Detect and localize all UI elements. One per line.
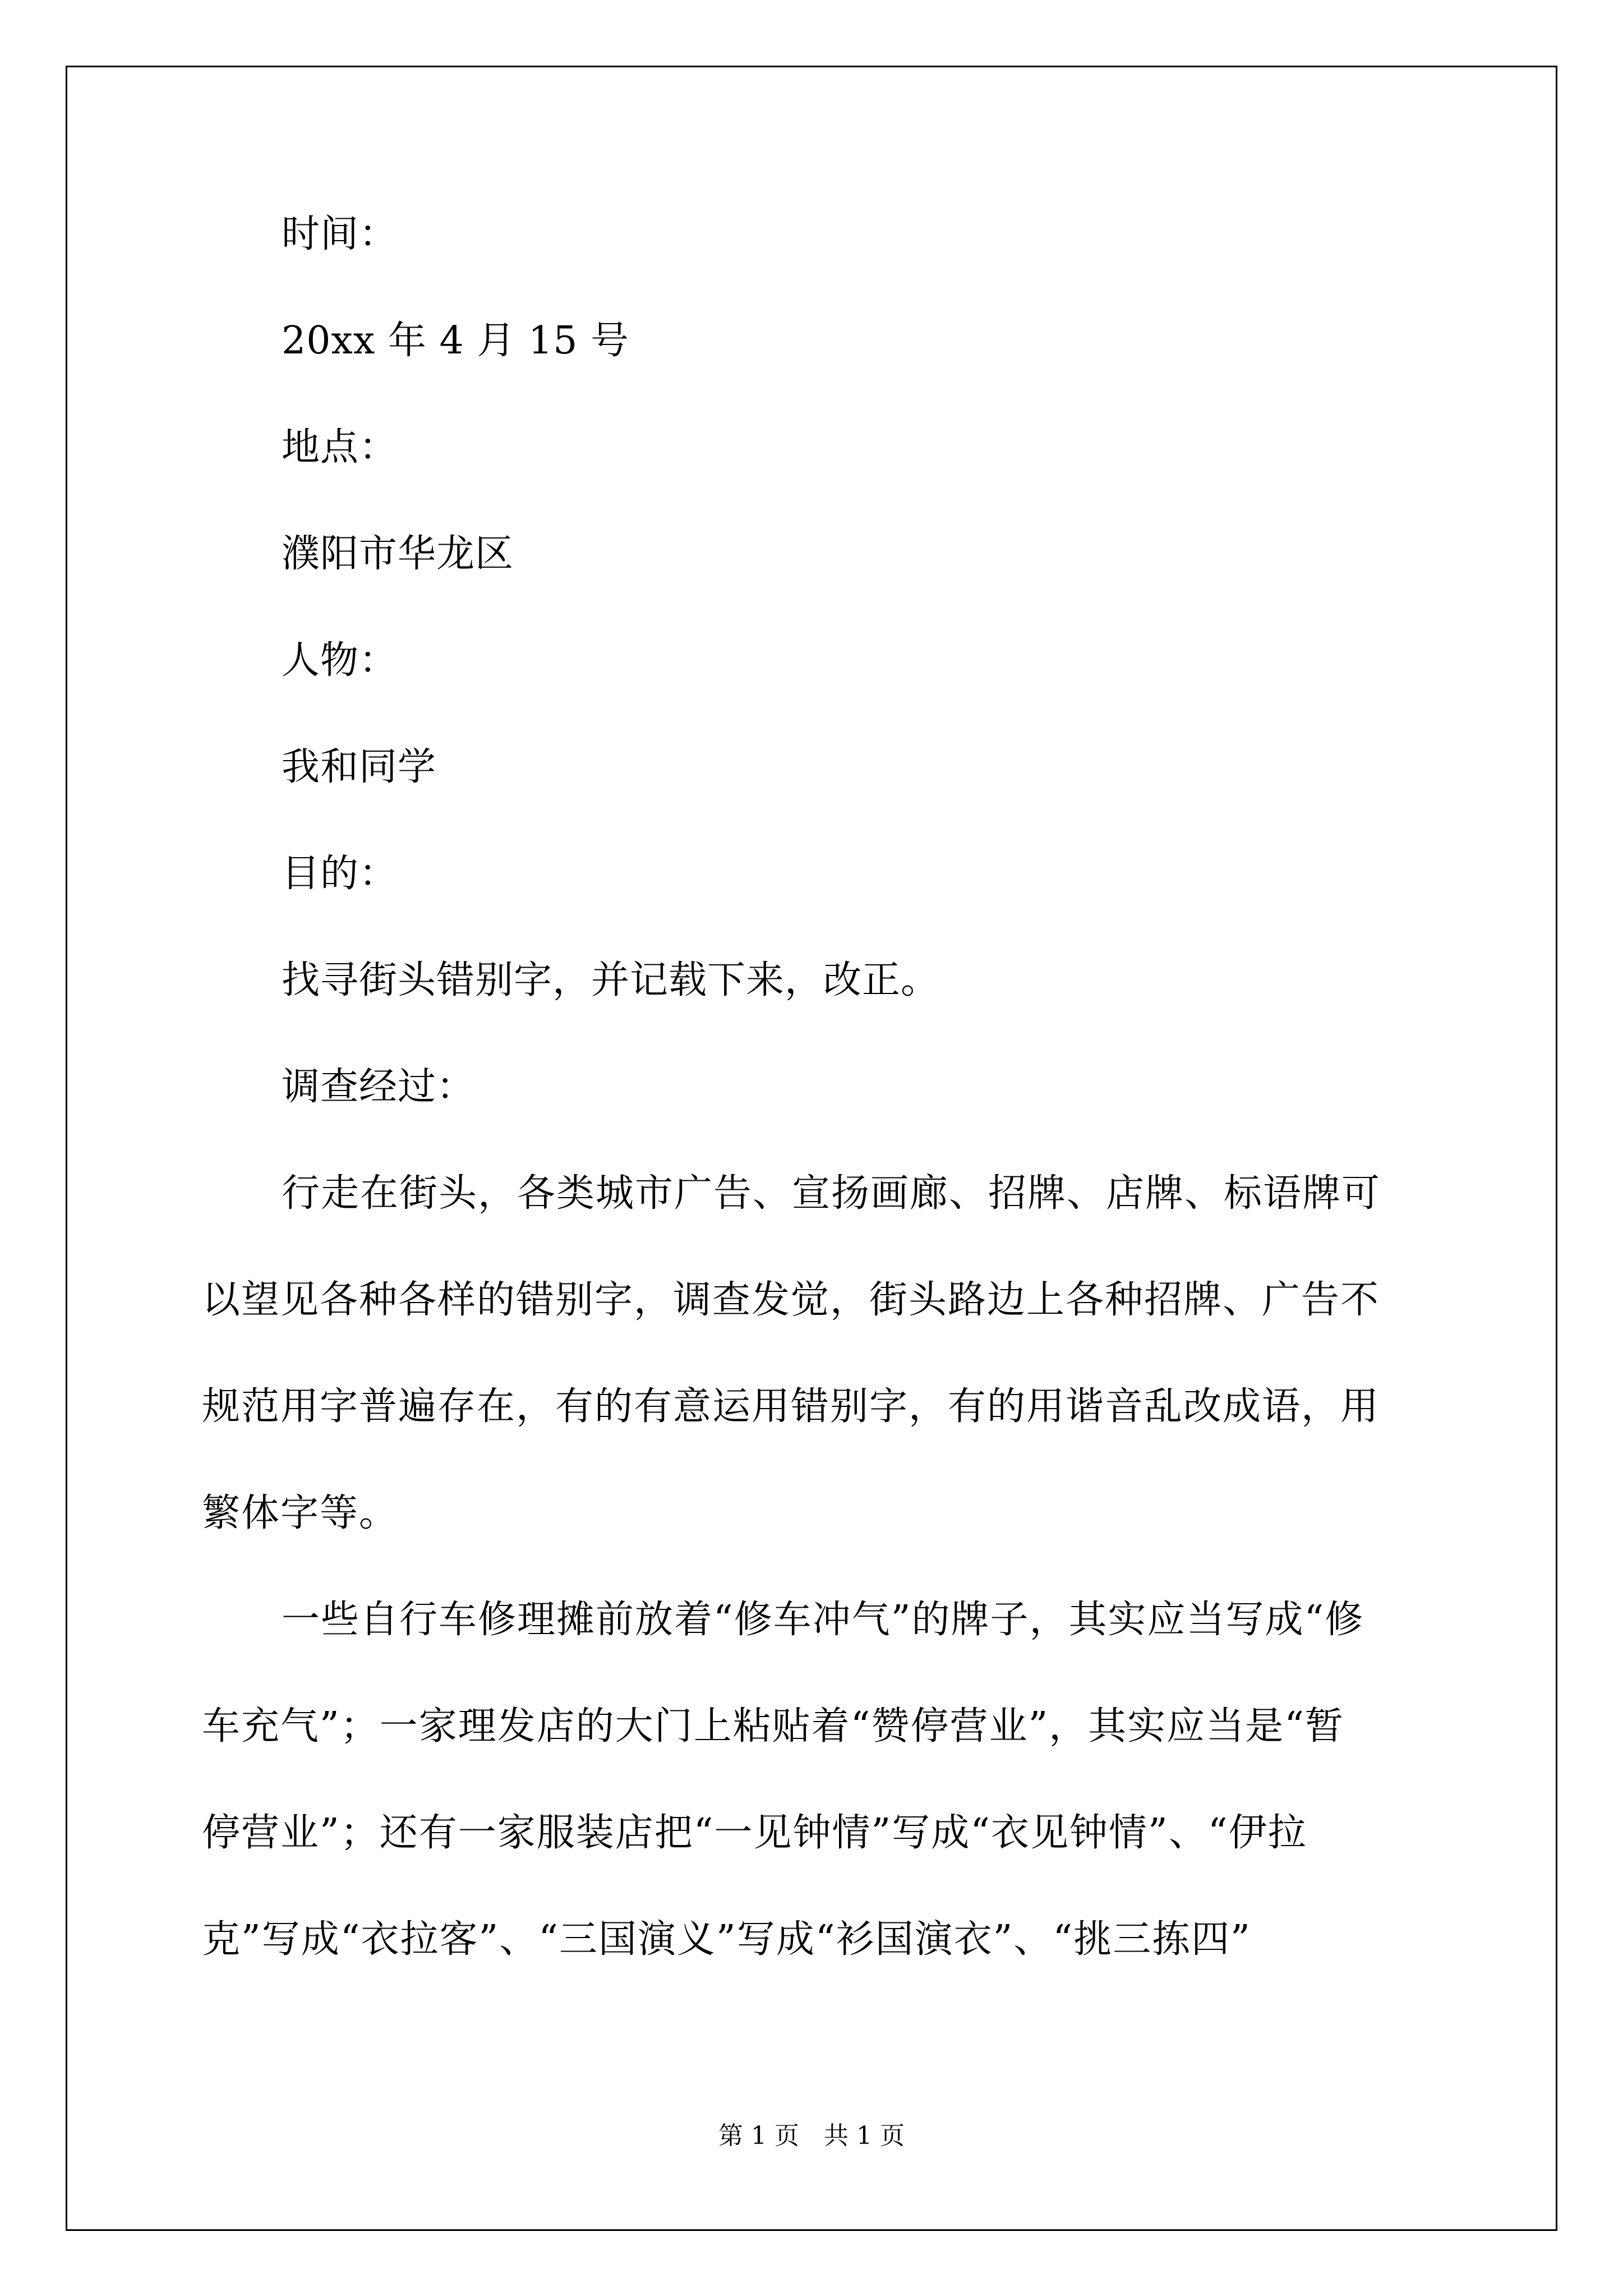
people-label: 人物：	[282, 638, 398, 683]
people-value: 我和同学	[282, 745, 437, 789]
paragraph-line: 规范用字普遍存在，有的有意运用错别字，有的用谐音乱改成语，用	[202, 1384, 1380, 1429]
time-label: 时间：	[282, 212, 398, 256]
process-label: 调查经过：	[282, 1065, 476, 1109]
paragraph-line: 行走在街头，各类城市广告、宣扬画廊、招牌、店牌、标语牌可	[282, 1171, 1381, 1216]
paragraph-line: 一些自行车修理摊前放着“修车冲气”的牌子，其实应当写成“修	[282, 1598, 1364, 1642]
paragraph-examples	[202, 1593, 1436, 1967]
paragraph-line: 车充气”；一家理发店的大门上粘贴着“赞停营业”，其实应当是“暂	[202, 1704, 1345, 1749]
location-label: 地点：	[282, 425, 398, 470]
purpose-value: 找寻街头错别字，并记载下来，改正。	[282, 958, 940, 1002]
document-body	[202, 208, 1436, 2019]
paragraph-line: 以望见各种各样的错别字，调查发觉，街头路边上各种招牌、广告不	[202, 1278, 1380, 1322]
page-number-footer: 第 1 页 共 1 页	[718, 2122, 905, 2150]
paragraph-line: 克”写成“衣拉客”、“三国演义”写成“衫国演衣”、“挑三拣四”	[202, 1917, 1251, 1962]
paragraph-street-survey	[202, 1167, 1436, 1540]
paragraph-line: 繁体字等。	[202, 1491, 399, 1535]
time-value: 20xx 年 4 月 15 号	[282, 319, 630, 363]
location-value: 濮阳市华龙区	[282, 532, 514, 576]
paragraph-line: 停营业”；还有一家服装店把“一见钟情”写成“衣见钟情”、“伊拉	[202, 1811, 1307, 1855]
purpose-label: 目的：	[282, 852, 398, 896]
